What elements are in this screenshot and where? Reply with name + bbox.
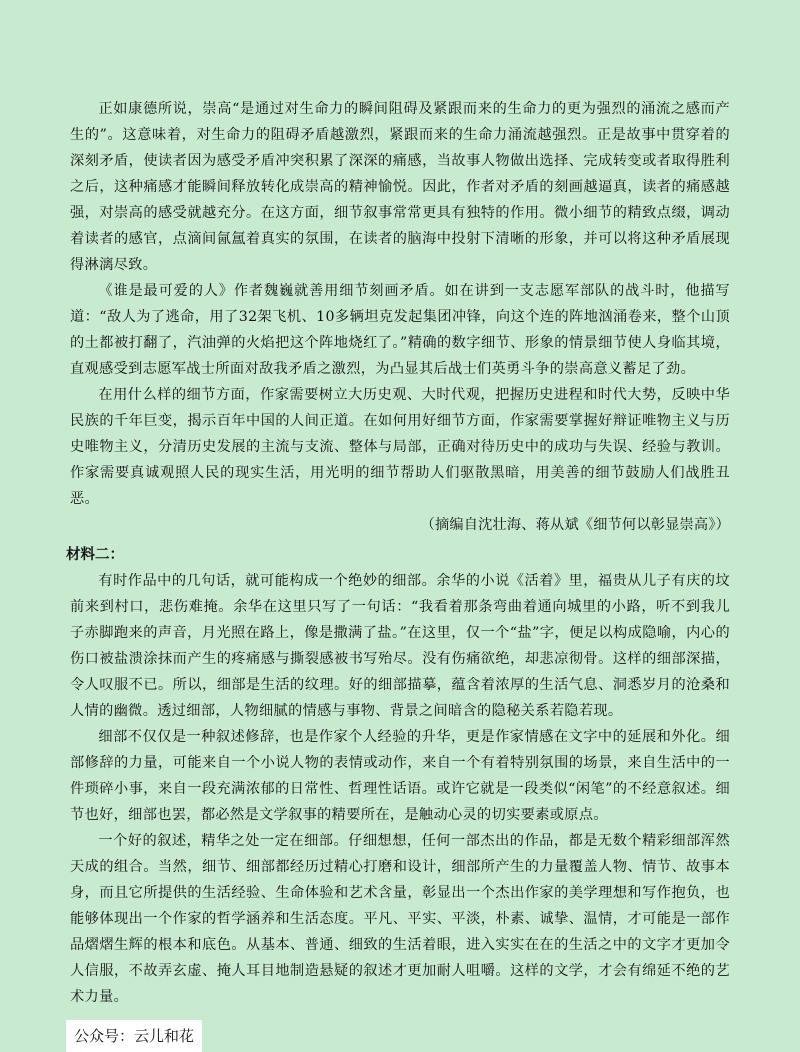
material-one bbox=[70, 96, 730, 538]
material-one-paragraph: 在用什么样的细节方面，作家需要树立大历史观、大时代观，把握历史进程和时代大势，反映中华民族的千年巨变，揭示百年中国的人间正道。在如何用好细节方面，作家需要掌握好辩证唯物主义与历史唯物主义，分清历史发展的主流与支流、整体与局部，正确对待历史中的成功与失误、经验与教训。作家需要真诚观照人民的现实生活，用光明的细节帮助人们驱散黑暗，用美善的细节鼓励人们战胜丑恶。 bbox=[70, 387, 730, 507]
material-two-paragraph: 有时作品中的几句话，就可能构成一个绝妙的细部。余华的小说《活着》里，福贵从儿子有庆的坟前来到村口，悲伤难掩。余华在这里只写了一句话：“我看着那条弯曲着通向城里的小路，听不到我儿子赤脚跑来的声音，月光照在路上，像是撒满了盐。”在这里，仅一个“盐”字，便足以构成隐喻，内心的伤口被盐溃涂抹而产生的疼痛感与撕裂感被书写殆尽。没有伤痛欲绝，却悲凉彻骨。这样的细部深描，令人叹服不已。所以，细部是生活的纹理。好的细部描摹，蕴含着浓厚的生活气息、洞悉岁月的沧桑和人情的幽微。透过细部，人物细腻的情感与事物、背景之间暗含的隐秘关系若隐若现。 bbox=[70, 573, 730, 719]
footer-badge: 公众号：云儿和花 bbox=[66, 1020, 202, 1052]
material-one-paragraph: 《谁是最可爱的人》作者魏巍就善用细节刻画矛盾。如在讲到一支志愿军部队的战斗时，他描写道：“敌人为了逃命，用了32架飞机、10多辆坦克发起集团冲锋，向这个连的阵地汹涌卷来，整个山顶的土都被打翻了，汽油弹的火焰把这个阵地烧红了。”精确的数字细节、形象的情景细节使人身临其境，直观感受到志愿军战士所面对敌我矛盾之激烈，为凸显其后战士们英勇斗争的崇高意义蓄足了劲。 bbox=[70, 283, 730, 377]
source-citation: （摘编自沈壮海、蒋从斌《细节何以彰显崇高》） bbox=[420, 517, 730, 533]
material-two-paragraph: 一个好的叙述，精华之处一定在细部。仔细想想，任何一部杰出的作品，都是无数个精彩细部浑然天成的组合。当然，细节、细部都经历过精心打磨和设计，细部所产生的力量覆盖人物、情节、故事本身，而且它所提供的生活经验、生命体验和艺术含量，彰显出一个杰出作家的美学理想和写作抱负，也能够体现出一个作家的哲学涵养和生活态度。平凡、平实、平淡，朴素、诚挚、温情，才可能是一部作品熠熠生辉的根本和底色。从基本、普通、细致的生活着眼，进入实实在在的生活之中的文字才更加令人信服，不故弄玄虚、掩人耳目地制造悬疑的叙述才更加耐人咀嚼。这样的文学，才会有绵延不绝的艺术力量。 bbox=[70, 833, 730, 1005]
section-heading: 材料二： bbox=[66, 547, 124, 563]
material-two-paragraph: 细部不仅仅是一种叙述修辞，也是作家个人经验的升华，更是作家情感在文字中的延展和外化。细部修辞的力量，可能来自一个小说人物的表情或动作，来自一个有着特别氛围的场景，来自生活中的一件琐碎小事，来自一段充满浓郁的日常性、哲理性话语。或许它就是一段类似“闲笔”的不经意叙述。细节也好，细部也罢，都必然是文学叙事的精要所在，是触动心灵的切实要素或原点。 bbox=[70, 729, 730, 823]
document-page bbox=[66, 96, 730, 1052]
material-two bbox=[66, 542, 730, 1010]
material-one-paragraph: 正如康德所说，崇高“是通过对生命力的瞬间阻碍及紧跟而来的生命力的更为强烈的涌流之感而产生的”。这意味着，对生命力的阻碍矛盾越激烈，紧跟而来的生命力涌流越强烈。正是故事中贯穿着的深刻矛盾，使读者因为感受矛盾冲突积累了深深的痛感，当故事人物做出选择、完成转变或者取得胜利之后，这种痛感才能瞬间释放转化成崇高的精神愉悦。因此，作者对矛盾的刻画越逼真，读者的痛感越强，对崇高的感受就越充分。在这方面，细节叙事常常更具有独特的作用。微小细节的精致点缀，调动着读者的感官，点滴间氤氲着真实的氛围，在读者的脑海中投射下清晰的形象，并可以将这种矛盾展现得淋漓尽致。 bbox=[70, 101, 730, 273]
